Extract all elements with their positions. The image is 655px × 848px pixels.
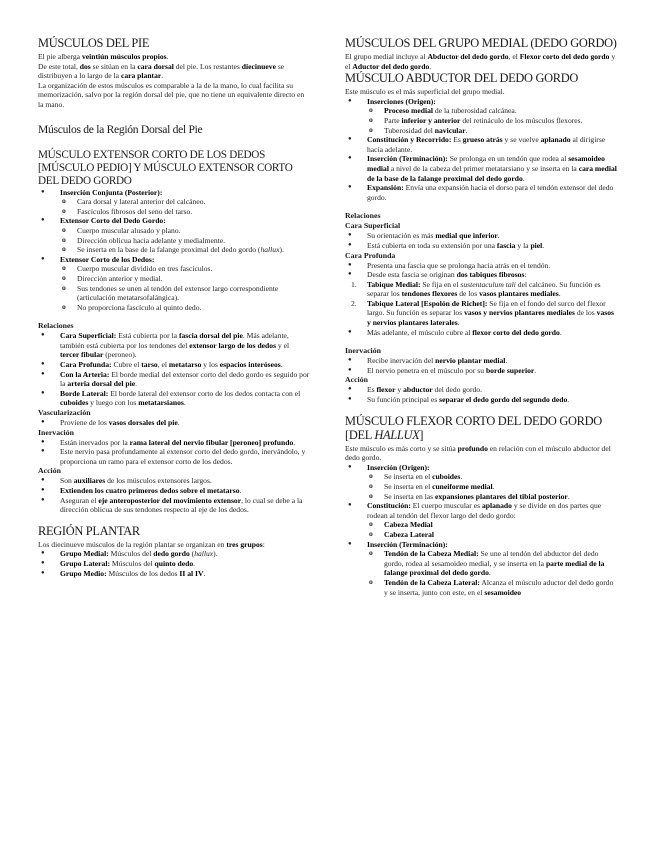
list-item: ● Son auxiliares de los músculos extensores largos. [38, 476, 310, 486]
cara-superficial-list [345, 231, 619, 250]
heading-region-dorsal: Músculos de la Región Dorsal del Pie [38, 122, 203, 136]
sub-list-item: o Proceso medial de la tuberosidad calcánea. [367, 106, 619, 116]
plantar-list [38, 549, 310, 578]
list-item: ● Inserción Conjunta (Posterior): o Cara dorsal y lateral anterior del calcáneo. o Fascículos fibrosos del seno del tarso. [38, 188, 310, 217]
list-item: ● Inserción (Origen): o Se inserta en el cuboides. o Se inserta en el cuneiforme medial. o Se inserta en las expansiones plantares del tibial posterior. [345, 463, 619, 501]
sub-list-item: o Cara dorsal y lateral anterior del calcáneo. [60, 197, 310, 207]
paragraph: El pie alberga veintiún músculos propios. [38, 52, 169, 61]
label-accion-abductor: Acción [345, 375, 368, 385]
inervacion-list [38, 438, 310, 467]
label-relaciones-abductor: Relaciones [345, 211, 381, 221]
list-item: ● Inserción (Terminación): Se prolonga en un tendón que rodea al sesamoideo medial a nivel de la cabeza del primer metatarsiano y se inserta en la cara medial de la base de la falange proximal del dedo gordo. [345, 154, 619, 183]
paragraph: Este músculo es más corto y se sitúa profundo en relación con el músculo abductor del dedo gordo. [345, 443, 611, 463]
sub-list-item: o Parte inferior y anterior del retináculo de los músculos flexores. [367, 116, 619, 126]
list-item: ● Cara Profunda: Cubre el tarso, el metatarso y los espacios interóseos. [38, 360, 310, 370]
sub-list-item: o Tuberosidad del navicular. [367, 126, 619, 136]
label-inervacion-abductor: Inervación [345, 346, 381, 356]
list-item: ● Este nervio pasa profundamente al extensor corto del dedo gordo, inervándolo, y proporciona un ramo para el extensor corto de los dedos. [38, 447, 310, 466]
list-item: ● Extienden los cuatro primeros dedos sobre el metatarso. [38, 486, 310, 496]
sub-list-item: o Cuerpo muscular alusado y plano. [60, 226, 310, 236]
list-item: ● Con la Arteria: El borde medial del extensor corto del dedo gordo es seguido por la arteria dorsal del pie. [38, 370, 310, 389]
relaciones-list [38, 331, 310, 408]
sub-list-item: o Sus tendones se unen al tendón del extensor largo correspondiente (articulación metatarsofalángica). [60, 284, 310, 303]
heading-musculos-del-pie: MÚSCULOS DEL PIE [38, 36, 150, 50]
accion-abductor-list [345, 385, 619, 404]
sub-list-item: o Tendón de la Cabeza Medial: Se une al tendón del abductor del dedo gordo, rodea al sesamoideo medial, y se inserta en la parte medial de la falange proximal del dedo gordo. [367, 549, 619, 578]
list-item: ● Extensor Corto del Dedo Gordo: o Cuerpo muscular alusado y plano. o Dirección oblicua hacia adelante y medialmente. o Se inserta en la base de la falange proximal del dedo gordo (hallux). [38, 216, 310, 254]
list-item: ● Es flexor y abductor del dedo gordo. [345, 385, 619, 395]
list-item: ● Constitución y Recorrido: Es grueso atrás y se vuelve aplanado al dirigirse hacia adelante. [345, 135, 619, 154]
sub-list-item: o Fascículos fibrosos del seno del tarso. [60, 207, 310, 217]
list-item: ● Su orientación es más medial que inferior. [345, 231, 619, 241]
list-item: ● Proviene de los vasos dorsales del pie. [38, 418, 310, 428]
list-item: ● Recibe inervación del nervio plantar medial. [345, 356, 619, 366]
sub-list-item: o Se inserta en las expansiones plantares del tibial posterior. [367, 492, 619, 502]
sub-list-item: o Cuerpo muscular dividido en tres fascículos. [60, 264, 310, 274]
list-item: ● Más adelante, el músculo cubre al flexor corto del dedo gordo. [345, 328, 619, 338]
paragraph: De este total, dos se sitúan en la cara dorsal del pie. Los restantes diecinueve se distribuyen a lo largo de la cara plantar. [38, 61, 285, 81]
list-item: ● Están inervados por la rama lateral del nervio fibular [peroneo] profundo. [38, 438, 310, 448]
list-item: ● Constitución: El cuerpo muscular es aplanado y se divide en dos partes que rodean al tendón del flexor largo del dedo gordo: o Cabeza Medial o Cabeza Lateral [345, 501, 619, 539]
label-vascularizacion: Vascularización [38, 408, 91, 418]
list-item: ● Grupo Lateral: Músculos del quinto dedo. [38, 559, 310, 569]
paragraph: Este músculo es el más superficial del grupo medial. [345, 87, 505, 97]
list-item: ● Está cubierta en toda su extensión por una fascia y la piel. [345, 241, 619, 251]
paragraph: Los diecinueve músculos de la región plantar se organizan en tres grupos: [38, 539, 265, 549]
list-item: ● Borde Lateral: El borde lateral del extensor corto de los dedos contacta con el cuboides y luego con los metatarsianos. [38, 389, 310, 408]
numbered-item: 2. Tabique Lateral [Espolón de Richet]: Se fija en el fondo del surco del flexor largo. Su función es separar los vasos y nervios plantares mediales de los vasos y nervios plantares laterales. [351, 298, 614, 328]
plantar-intro [38, 540, 310, 550]
vascularizacion-list [38, 418, 310, 428]
list-item: ● Grupo Medio: Músculos de los dedos II al IV. [38, 569, 310, 579]
heading-region-plantar: REGIÓN PLANTAR [38, 523, 140, 538]
flexor-intro [345, 444, 619, 463]
heading-flexor-corto: MÚSCULO FLEXOR CORTO DEL DEDO GORDO [DEL HALLUX] [345, 413, 602, 442]
abductor-list [345, 97, 619, 203]
label-cara-profunda: Cara Profunda [345, 250, 396, 260]
list-item: ● Aseguran el eje anteroposterior del movimiento extensor, lo cual se debe a la dirección oblicua de sus tendones respecto al eje de los dedos. [38, 496, 310, 515]
abductor-intro [345, 87, 619, 97]
list-item: ● Inserciones (Origen): o Proceso medial de la tuberosidad calcánea. o Parte inferior y anterior del retináculo de los músculos flexores. o Tuberosidad del navicular. [345, 97, 619, 135]
intro-paragraphs [38, 52, 310, 110]
cara-profunda-after [345, 328, 619, 338]
list-item: ● Su función principal es separar el dedo gordo del segundo dedo. [345, 395, 619, 405]
cara-profunda-list [345, 261, 619, 280]
list-item: ● Inserción (Terminación): o Tendón de la Cabeza Medial: Se une al tendón del abductor del dedo gordo, rodea al sesamoideo medial, y se inserta en la parte medial de la falange proximal del dedo gordo. o Tendón de la Cabeza Lateral: Alcanza el músculo aductor del dedo gordo y se inserta, junto con este, en el sesamoideo [345, 540, 619, 598]
sub-list-item: o Dirección oblicua hacia adelante y medialmente. [60, 236, 310, 246]
sub-list-item: o Se inserta en la base de la falange proximal del dedo gordo (hallux). [60, 245, 310, 255]
list-item: ● Grupo Medial: Músculos del dedo gordo (hallux). [38, 549, 310, 559]
label-accion: Acción [38, 466, 61, 476]
heading-abductor: MÚSCULO ABDUCTOR DEL DEDO GORDO [345, 71, 579, 86]
sub-list-item: o Cabeza Medial [367, 520, 619, 530]
list-item: ● Cara Superficial: Está cubierta por la fascia dorsal del pie. Más adelante, también está cubierta por los tendones del extensor largo de los dedos y el tercer fibular (peroneo). [38, 331, 310, 360]
sub-list-item: o Se inserta en el cuboides. [367, 472, 619, 482]
sub-list-item: o Cabeza Lateral [367, 530, 619, 540]
heading-extensor-corto: MÚSCULO EXTENSOR CORTO DE LOS DEDOS [MÚSCULO PEDIO] Y MÚSCULO EXTENSOR CORTO DEL DEDO GORDO [38, 148, 293, 187]
sub-list-item: o Dirección anterior y medial. [60, 274, 310, 284]
flexor-list [345, 463, 619, 597]
inervacion-abductor-list [345, 356, 619, 375]
tabiques-list [345, 280, 619, 328]
heading-grupo-medial: MÚSCULOS DEL GRUPO MEDIAL (DEDO GORDO) [345, 36, 617, 50]
sub-list-item: o No proporciona fascículo al quinto dedo. [60, 303, 310, 313]
list-item: ● Extensor Corto de los Dedos: o Cuerpo muscular dividido en tres fascículos. o Dirección anterior y medial. o Sus tendones se unen al tendón del extensor largo correspondiente (articulación metatarsofalángica). o No proporciona fascículo al quinto dedo. [38, 255, 310, 313]
right-column [345, 36, 619, 597]
list-item: ● Expansión: Envía una expansión hacia el dorso para el tendón extensor del dedo gordo. [345, 183, 619, 202]
list-item: ● El nervio penetra en el músculo por su borde superior. [345, 366, 619, 376]
medial-intro [345, 52, 619, 71]
paragraph: El grupo medial incluye al Abductor del dedo gordo, el Flexor corto del dedo gordo y el Aductor del dedo gordo. [345, 52, 616, 71]
extensor-list [38, 188, 310, 313]
list-item: ● Desde esta fascia se originan dos tabiques fibrosos: [345, 270, 619, 280]
left-column [38, 36, 310, 578]
sub-list-item: o Tendón de la Cabeza Lateral: Alcanza el músculo aductor del dedo gordo y se inserta, junto con este, en el sesamoideo [367, 578, 619, 597]
label-inervacion: Inervación [38, 427, 74, 437]
numbered-item: 1. Tabique Medial: Se fija en el sustentaculum tali del calcáneo. Su función es separar los tendones flexores de los vasos plantares mediales. [351, 279, 601, 299]
sub-list-item: o Se inserta en el cuneiforme medial. [367, 482, 619, 492]
label-cara-superficial: Cara Superficial [345, 221, 401, 231]
accion-list [38, 476, 310, 514]
list-item: ● Presenta una fascia que se prolonga hacia atrás en el tendón. [345, 261, 619, 271]
paragraph: La organización de estos músculos es comparable a la de la mano, lo cual facilita su memorización, salvo por la región dorsal del pie, que no tiene un equivalente directo en la mano. [38, 80, 305, 109]
label-relaciones: Relaciones [38, 321, 74, 331]
